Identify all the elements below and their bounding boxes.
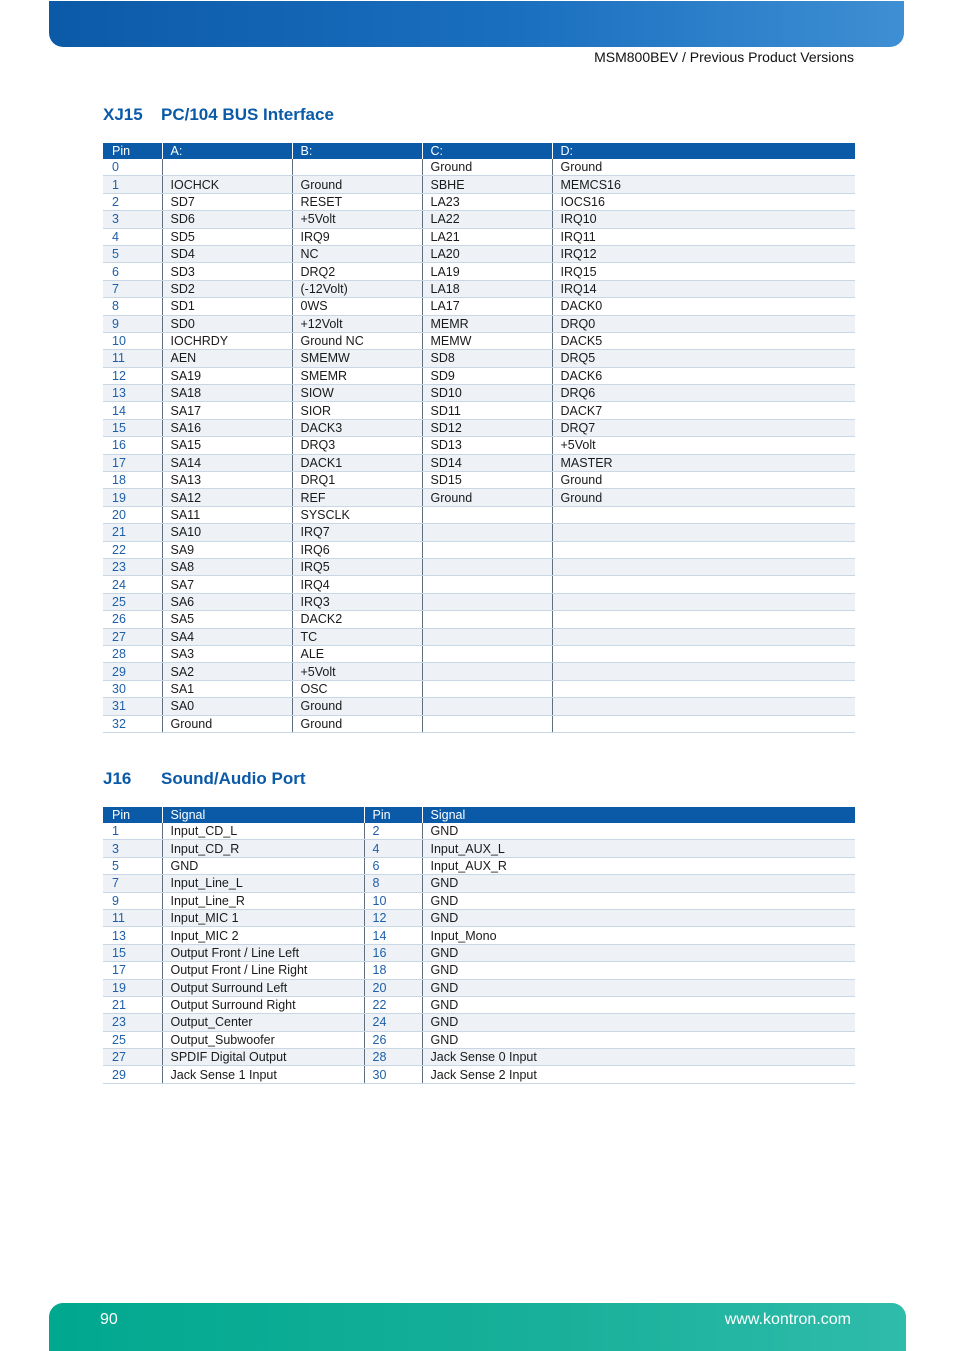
signal-cell: SA11 bbox=[162, 506, 292, 523]
signal-cell: DACK7 bbox=[552, 402, 855, 419]
signal-cell bbox=[422, 663, 552, 680]
signal-cell: Ground bbox=[292, 698, 422, 715]
signal-cell: DRQ1 bbox=[292, 472, 422, 489]
pin-cell: 17 bbox=[103, 454, 162, 471]
signal-cell: GND bbox=[422, 909, 855, 926]
table-row bbox=[103, 193, 855, 210]
signal-cell: IOCHCK bbox=[162, 176, 292, 193]
table-row bbox=[103, 489, 855, 506]
signal-cell: SPDIF Digital Output bbox=[162, 1049, 364, 1066]
signal-cell: IOCS16 bbox=[552, 193, 855, 210]
table-row bbox=[103, 1031, 855, 1048]
signal-cell: SA15 bbox=[162, 437, 292, 454]
signal-cell: +12Volt bbox=[292, 315, 422, 332]
table-row bbox=[103, 472, 855, 489]
pin-cell: 14 bbox=[103, 402, 162, 419]
pin-cell: 2 bbox=[364, 823, 422, 840]
table-row bbox=[103, 628, 855, 645]
signal-cell: DACK2 bbox=[292, 611, 422, 628]
pin-cell: 27 bbox=[103, 1049, 162, 1066]
signal-cell: Input_MIC 1 bbox=[162, 909, 364, 926]
table-row bbox=[103, 541, 855, 558]
xj15-col-a: A: bbox=[162, 143, 292, 159]
signal-cell: +5Volt bbox=[292, 663, 422, 680]
signal-cell bbox=[552, 593, 855, 610]
signal-cell: SIOR bbox=[292, 402, 422, 419]
signal-cell: IRQ14 bbox=[552, 280, 855, 297]
j16-title: Sound/Audio Port bbox=[161, 769, 306, 788]
signal-cell: LA23 bbox=[422, 193, 552, 210]
signal-cell: Jack Sense 0 Input bbox=[422, 1049, 855, 1066]
table-row bbox=[103, 350, 855, 367]
signal-cell: MASTER bbox=[552, 454, 855, 471]
xj15-col-d: D: bbox=[552, 143, 855, 159]
signal-cell bbox=[552, 680, 855, 697]
signal-cell: SA8 bbox=[162, 558, 292, 575]
signal-cell: GND bbox=[422, 875, 855, 892]
j16-section-heading bbox=[103, 769, 305, 789]
signal-cell: Output_Center bbox=[162, 1014, 364, 1031]
signal-cell: SA10 bbox=[162, 524, 292, 541]
signal-cell: SA17 bbox=[162, 402, 292, 419]
signal-cell: Ground bbox=[552, 472, 855, 489]
table-row bbox=[103, 645, 855, 662]
pin-cell: 29 bbox=[103, 663, 162, 680]
table-row bbox=[103, 437, 855, 454]
signal-cell: DACK6 bbox=[552, 367, 855, 384]
signal-cell: IRQ15 bbox=[552, 263, 855, 280]
pin-cell: 20 bbox=[364, 979, 422, 996]
table-row bbox=[103, 1049, 855, 1066]
pin-cell: 26 bbox=[103, 611, 162, 628]
pin-cell: 16 bbox=[103, 437, 162, 454]
signal-cell: LA20 bbox=[422, 245, 552, 262]
pin-cell: 15 bbox=[103, 419, 162, 436]
pin-cell: 22 bbox=[364, 996, 422, 1013]
signal-cell bbox=[422, 698, 552, 715]
signal-cell bbox=[162, 159, 292, 176]
signal-cell: GND bbox=[422, 1031, 855, 1048]
signal-cell: GND bbox=[162, 857, 364, 874]
signal-cell: NC bbox=[292, 245, 422, 262]
signal-cell: IOCHRDY bbox=[162, 332, 292, 349]
pin-cell: 14 bbox=[364, 927, 422, 944]
signal-cell bbox=[552, 576, 855, 593]
table-row bbox=[103, 857, 855, 874]
pin-cell: 25 bbox=[103, 1031, 162, 1048]
signal-cell: RESET bbox=[292, 193, 422, 210]
signal-cell: MEMW bbox=[422, 332, 552, 349]
pin-cell: 12 bbox=[364, 909, 422, 926]
signal-cell: SMEMW bbox=[292, 350, 422, 367]
pin-cell: 11 bbox=[103, 350, 162, 367]
j16-table-body bbox=[103, 823, 855, 1083]
signal-cell: GND bbox=[422, 892, 855, 909]
table-row bbox=[103, 402, 855, 419]
pin-cell: 18 bbox=[103, 472, 162, 489]
j16-col-signal-2: Signal bbox=[422, 807, 855, 823]
signal-cell: SA16 bbox=[162, 419, 292, 436]
pin-cell: 13 bbox=[103, 927, 162, 944]
signal-cell: ALE bbox=[292, 645, 422, 662]
signal-cell: +5Volt bbox=[552, 437, 855, 454]
signal-cell bbox=[422, 628, 552, 645]
xj15-pin-table bbox=[103, 143, 855, 733]
top-banner bbox=[49, 1, 904, 47]
signal-cell: GND bbox=[422, 979, 855, 996]
signal-cell bbox=[422, 715, 552, 732]
table-row bbox=[103, 367, 855, 384]
signal-cell: SD3 bbox=[162, 263, 292, 280]
table-row bbox=[103, 228, 855, 245]
pin-cell: 1 bbox=[103, 823, 162, 840]
pin-cell: 4 bbox=[364, 840, 422, 857]
signal-cell: SBHE bbox=[422, 176, 552, 193]
signal-cell: IRQ6 bbox=[292, 541, 422, 558]
pin-cell: 29 bbox=[103, 1066, 162, 1083]
pin-cell: 30 bbox=[364, 1066, 422, 1083]
signal-cell: 0WS bbox=[292, 298, 422, 315]
pin-cell: 19 bbox=[103, 489, 162, 506]
table-row bbox=[103, 176, 855, 193]
signal-cell: SA2 bbox=[162, 663, 292, 680]
signal-cell: Jack Sense 2 Input bbox=[422, 1066, 855, 1083]
signal-cell: DACK5 bbox=[552, 332, 855, 349]
signal-cell: Ground bbox=[422, 489, 552, 506]
signal-cell: Output_Subwoofer bbox=[162, 1031, 364, 1048]
signal-cell: IRQ9 bbox=[292, 228, 422, 245]
xj15-number: XJ15 bbox=[103, 105, 143, 124]
pin-cell: 6 bbox=[103, 263, 162, 280]
table-row bbox=[103, 1066, 855, 1083]
signal-cell: IRQ4 bbox=[292, 576, 422, 593]
signal-cell: MEMCS16 bbox=[552, 176, 855, 193]
table-row bbox=[103, 593, 855, 610]
signal-cell bbox=[552, 663, 855, 680]
signal-cell: IRQ12 bbox=[552, 245, 855, 262]
table-row bbox=[103, 823, 855, 840]
pin-cell: 2 bbox=[103, 193, 162, 210]
table-row bbox=[103, 280, 855, 297]
table-row bbox=[103, 698, 855, 715]
table-row bbox=[103, 506, 855, 523]
signal-cell: Output Front / Line Left bbox=[162, 944, 364, 961]
table-row bbox=[103, 211, 855, 228]
pin-cell: 8 bbox=[103, 298, 162, 315]
pin-cell: 10 bbox=[103, 332, 162, 349]
pin-cell: 5 bbox=[103, 245, 162, 262]
signal-cell bbox=[552, 524, 855, 541]
signal-cell bbox=[552, 611, 855, 628]
pin-cell: 27 bbox=[103, 628, 162, 645]
xj15-col-c: C: bbox=[422, 143, 552, 159]
signal-cell bbox=[422, 506, 552, 523]
signal-cell bbox=[552, 715, 855, 732]
signal-cell: SA6 bbox=[162, 593, 292, 610]
signal-cell: Input_Mono bbox=[422, 927, 855, 944]
signal-cell: SD13 bbox=[422, 437, 552, 454]
signal-cell bbox=[422, 558, 552, 575]
j16-number: J16 bbox=[103, 769, 132, 788]
signal-cell: DACK1 bbox=[292, 454, 422, 471]
pin-cell: 1 bbox=[103, 176, 162, 193]
j16-pin-table bbox=[103, 807, 855, 1084]
table-row bbox=[103, 558, 855, 575]
pin-cell: 3 bbox=[103, 840, 162, 857]
signal-cell: LA21 bbox=[422, 228, 552, 245]
table-row bbox=[103, 944, 855, 961]
xj15-col-b: B: bbox=[292, 143, 422, 159]
table-row bbox=[103, 611, 855, 628]
signal-cell: IRQ3 bbox=[292, 593, 422, 610]
signal-cell: Ground NC bbox=[292, 332, 422, 349]
signal-cell: GND bbox=[422, 996, 855, 1013]
pin-cell: 7 bbox=[103, 280, 162, 297]
signal-cell: Ground bbox=[422, 159, 552, 176]
j16-col-signal: Signal bbox=[162, 807, 364, 823]
signal-cell: SD15 bbox=[422, 472, 552, 489]
signal-cell: LA22 bbox=[422, 211, 552, 228]
table-row bbox=[103, 454, 855, 471]
signal-cell: Input_CD_R bbox=[162, 840, 364, 857]
signal-cell: SD1 bbox=[162, 298, 292, 315]
pin-cell: 20 bbox=[103, 506, 162, 523]
signal-cell: SD10 bbox=[422, 385, 552, 402]
pin-cell: 13 bbox=[103, 385, 162, 402]
signal-cell bbox=[552, 645, 855, 662]
signal-cell: DRQ2 bbox=[292, 263, 422, 280]
signal-cell: SA12 bbox=[162, 489, 292, 506]
signal-cell bbox=[552, 541, 855, 558]
pin-cell: 17 bbox=[103, 962, 162, 979]
table-row bbox=[103, 927, 855, 944]
signal-cell: IRQ5 bbox=[292, 558, 422, 575]
signal-cell: SD14 bbox=[422, 454, 552, 471]
signal-cell: SD4 bbox=[162, 245, 292, 262]
table-row bbox=[103, 524, 855, 541]
xj15-table-body bbox=[103, 159, 855, 732]
signal-cell: Ground bbox=[292, 715, 422, 732]
signal-cell: Ground bbox=[292, 176, 422, 193]
signal-cell: SIOW bbox=[292, 385, 422, 402]
signal-cell: AEN bbox=[162, 350, 292, 367]
signal-cell: SA18 bbox=[162, 385, 292, 402]
signal-cell: MEMR bbox=[422, 315, 552, 332]
table-row bbox=[103, 332, 855, 349]
table-row bbox=[103, 680, 855, 697]
signal-cell: Output Front / Line Right bbox=[162, 962, 364, 979]
signal-cell: SA3 bbox=[162, 645, 292, 662]
pin-cell: 28 bbox=[364, 1049, 422, 1066]
signal-cell: IRQ10 bbox=[552, 211, 855, 228]
j16-col-pin-2: Pin bbox=[364, 807, 422, 823]
signal-cell: DRQ7 bbox=[552, 419, 855, 436]
page-number: 90 bbox=[100, 1311, 118, 1328]
pin-cell: 21 bbox=[103, 524, 162, 541]
signal-cell: SA0 bbox=[162, 698, 292, 715]
pin-cell: 32 bbox=[103, 715, 162, 732]
signal-cell: SA9 bbox=[162, 541, 292, 558]
pin-cell: 21 bbox=[103, 996, 162, 1013]
pin-cell: 7 bbox=[103, 875, 162, 892]
signal-cell: SD6 bbox=[162, 211, 292, 228]
signal-cell bbox=[422, 541, 552, 558]
signal-cell bbox=[422, 524, 552, 541]
table-row bbox=[103, 298, 855, 315]
signal-cell: REF bbox=[292, 489, 422, 506]
pin-cell: 12 bbox=[103, 367, 162, 384]
signal-cell: Input_AUX_L bbox=[422, 840, 855, 857]
signal-cell: DACK3 bbox=[292, 419, 422, 436]
signal-cell: SD11 bbox=[422, 402, 552, 419]
signal-cell: GND bbox=[422, 962, 855, 979]
signal-cell: LA19 bbox=[422, 263, 552, 280]
signal-cell: SD7 bbox=[162, 193, 292, 210]
pin-cell: 30 bbox=[103, 680, 162, 697]
table-row bbox=[103, 979, 855, 996]
pin-cell: 8 bbox=[364, 875, 422, 892]
signal-cell: OSC bbox=[292, 680, 422, 697]
signal-cell: GND bbox=[422, 823, 855, 840]
j16-col-pin: Pin bbox=[103, 807, 162, 823]
signal-cell bbox=[422, 611, 552, 628]
table-row bbox=[103, 715, 855, 732]
signal-cell: Output Surround Left bbox=[162, 979, 364, 996]
signal-cell: DRQ6 bbox=[552, 385, 855, 402]
signal-cell bbox=[552, 698, 855, 715]
signal-cell: LA17 bbox=[422, 298, 552, 315]
signal-cell: SA1 bbox=[162, 680, 292, 697]
table-row bbox=[103, 996, 855, 1013]
pin-cell: 16 bbox=[364, 944, 422, 961]
table-row bbox=[103, 245, 855, 262]
document-title: MSM800BEV / Previous Product Versions bbox=[594, 49, 854, 65]
signal-cell: (-12Volt) bbox=[292, 280, 422, 297]
signal-cell: SD0 bbox=[162, 315, 292, 332]
signal-cell: SA13 bbox=[162, 472, 292, 489]
signal-cell bbox=[552, 558, 855, 575]
pin-cell: 3 bbox=[103, 211, 162, 228]
pin-cell: 15 bbox=[103, 944, 162, 961]
pin-cell: 24 bbox=[103, 576, 162, 593]
xj15-col-pin: Pin bbox=[103, 143, 162, 159]
signal-cell: SYSCLK bbox=[292, 506, 422, 523]
signal-cell: Input_AUX_R bbox=[422, 857, 855, 874]
xj15-section-heading bbox=[103, 105, 334, 125]
signal-cell bbox=[292, 159, 422, 176]
signal-cell: GND bbox=[422, 944, 855, 961]
signal-cell: +5Volt bbox=[292, 211, 422, 228]
pin-cell: 9 bbox=[103, 892, 162, 909]
signal-cell: Ground bbox=[552, 159, 855, 176]
signal-cell: SD9 bbox=[422, 367, 552, 384]
table-row bbox=[103, 576, 855, 593]
signal-cell bbox=[422, 680, 552, 697]
signal-cell: DRQ5 bbox=[552, 350, 855, 367]
table-row bbox=[103, 419, 855, 436]
pin-cell: 19 bbox=[103, 979, 162, 996]
pin-cell: 6 bbox=[364, 857, 422, 874]
signal-cell: IRQ11 bbox=[552, 228, 855, 245]
table-row bbox=[103, 315, 855, 332]
pin-cell: 25 bbox=[103, 593, 162, 610]
pin-cell: 10 bbox=[364, 892, 422, 909]
pin-cell: 11 bbox=[103, 909, 162, 926]
signal-cell bbox=[422, 645, 552, 662]
signal-cell bbox=[422, 593, 552, 610]
signal-cell: Input_Line_L bbox=[162, 875, 364, 892]
table-row bbox=[103, 263, 855, 280]
signal-cell: GND bbox=[422, 1014, 855, 1031]
pin-cell: 28 bbox=[103, 645, 162, 662]
table-row bbox=[103, 909, 855, 926]
table-row bbox=[103, 385, 855, 402]
signal-cell bbox=[552, 506, 855, 523]
table-row bbox=[103, 840, 855, 857]
pin-cell: 26 bbox=[364, 1031, 422, 1048]
signal-cell: DRQ3 bbox=[292, 437, 422, 454]
signal-cell: SD12 bbox=[422, 419, 552, 436]
signal-cell: Input_MIC 2 bbox=[162, 927, 364, 944]
pin-cell: 5 bbox=[103, 857, 162, 874]
signal-cell: SD8 bbox=[422, 350, 552, 367]
pin-cell: 0 bbox=[103, 159, 162, 176]
signal-cell: DRQ0 bbox=[552, 315, 855, 332]
website-link[interactable]: www.kontron.com bbox=[724, 1311, 851, 1328]
pin-cell: 22 bbox=[103, 541, 162, 558]
pin-cell: 31 bbox=[103, 698, 162, 715]
pin-cell: 23 bbox=[103, 558, 162, 575]
table-row bbox=[103, 875, 855, 892]
table-row bbox=[103, 159, 855, 176]
signal-cell: IRQ7 bbox=[292, 524, 422, 541]
table-row bbox=[103, 1014, 855, 1031]
table-row bbox=[103, 663, 855, 680]
pin-cell: 4 bbox=[103, 228, 162, 245]
signal-cell: Input_CD_L bbox=[162, 823, 364, 840]
signal-cell: SD5 bbox=[162, 228, 292, 245]
signal-cell: Jack Sense 1 Input bbox=[162, 1066, 364, 1083]
xj15-header-row bbox=[103, 143, 855, 159]
signal-cell: SA4 bbox=[162, 628, 292, 645]
signal-cell: SA19 bbox=[162, 367, 292, 384]
signal-cell: SA7 bbox=[162, 576, 292, 593]
xj15-title: PC/104 BUS Interface bbox=[161, 105, 334, 124]
table-row bbox=[103, 962, 855, 979]
signal-cell: Ground bbox=[162, 715, 292, 732]
signal-cell bbox=[552, 628, 855, 645]
signal-cell: LA18 bbox=[422, 280, 552, 297]
signal-cell: TC bbox=[292, 628, 422, 645]
pin-cell: 24 bbox=[364, 1014, 422, 1031]
pin-cell: 9 bbox=[103, 315, 162, 332]
pin-cell: 23 bbox=[103, 1014, 162, 1031]
signal-cell: SMEMR bbox=[292, 367, 422, 384]
j16-header-row bbox=[103, 807, 855, 823]
table-row bbox=[103, 892, 855, 909]
signal-cell: Ground bbox=[552, 489, 855, 506]
signal-cell: SA14 bbox=[162, 454, 292, 471]
signal-cell: SA5 bbox=[162, 611, 292, 628]
signal-cell: Input_Line_R bbox=[162, 892, 364, 909]
signal-cell: Output Surround Right bbox=[162, 996, 364, 1013]
signal-cell: DACK0 bbox=[552, 298, 855, 315]
pin-cell: 18 bbox=[364, 962, 422, 979]
signal-cell: SD2 bbox=[162, 280, 292, 297]
signal-cell bbox=[422, 576, 552, 593]
